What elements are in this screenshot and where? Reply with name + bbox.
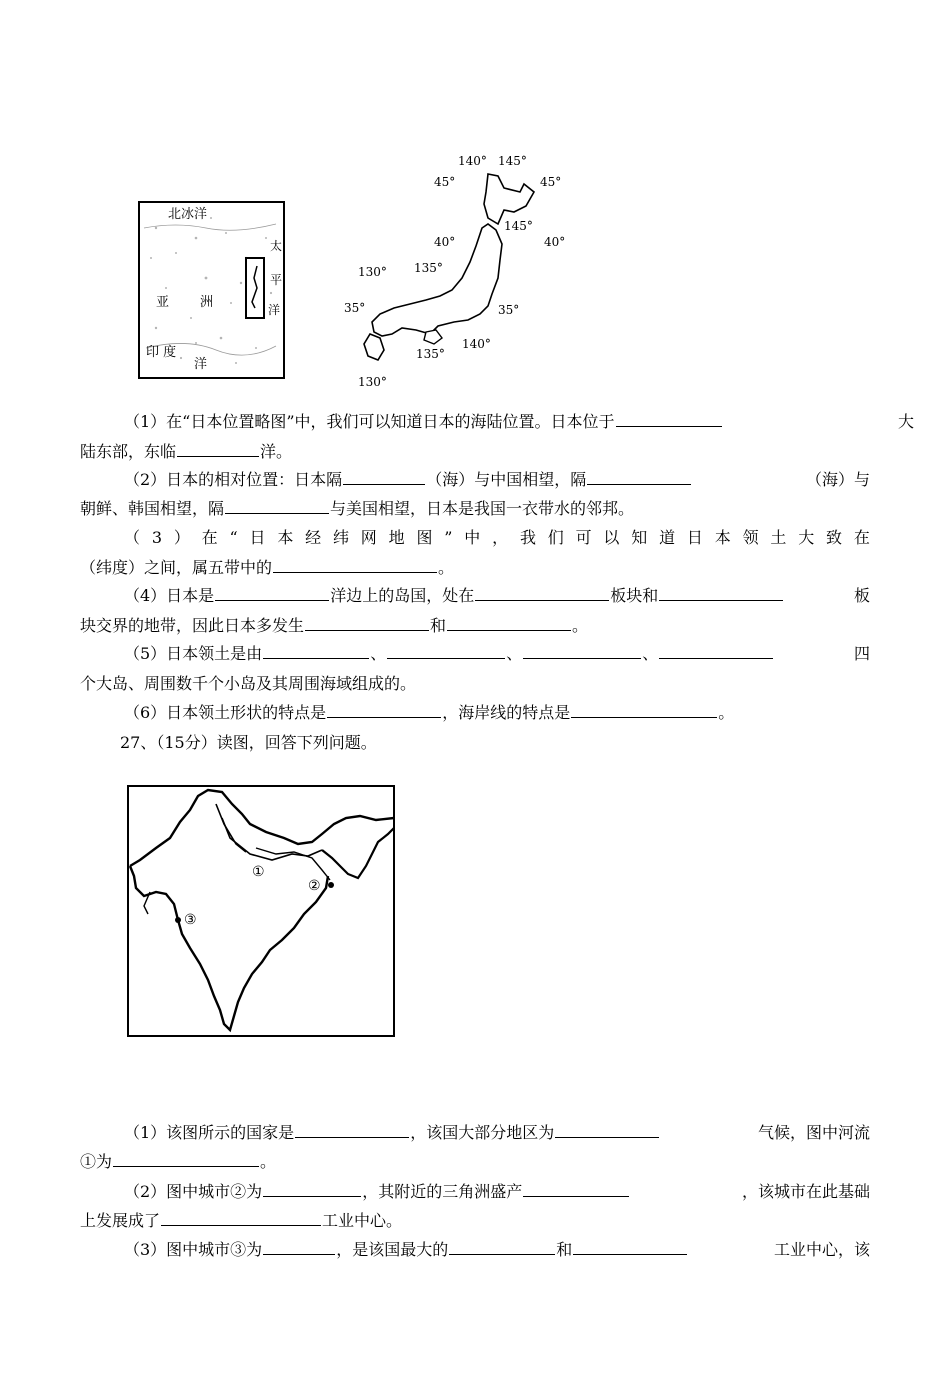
q26-part3-line1 xyxy=(80,528,870,548)
lon-label-130-mid: 130° xyxy=(358,265,387,279)
blank-q26-2a[interactable] xyxy=(343,470,425,485)
map-label-city-2: ② xyxy=(308,878,321,894)
q27-part3-line1: （3）图中城市③为 ，是该国最大的 和 工业中心，该 xyxy=(124,1240,870,1259)
blank-q26-5b[interactable] xyxy=(387,644,505,659)
q26-part3-char: 图 xyxy=(416,528,433,547)
q26-part3-char: 日 xyxy=(686,528,703,547)
japan-location-map xyxy=(136,198,288,380)
q26-part3-char: 本 xyxy=(277,528,294,547)
lon-label-135-bottom: 135° xyxy=(416,347,445,361)
q26-part3-char: 纬 xyxy=(332,528,349,547)
blank-q27-1a[interactable] xyxy=(295,1123,409,1138)
q26-part3-char: 在 xyxy=(853,528,870,547)
blank-q27-1c[interactable] xyxy=(113,1152,259,1167)
lat-label-45-left: 45° xyxy=(434,175,456,189)
q27-part2-line1: （2）图中城市②为 ，其附近的三角洲盛产 ，该城市在此基础 xyxy=(124,1182,870,1201)
blank-q27-2b[interactable] xyxy=(523,1182,629,1197)
q26-part3-line2: （纬度）之间，属五带中的 。 xyxy=(80,558,455,577)
blank-q26-4d[interactable] xyxy=(305,616,429,631)
q26-part3-char: 道 xyxy=(659,528,676,547)
q26-part3-char: 中 xyxy=(464,528,481,547)
blank-q27-2a[interactable] xyxy=(263,1182,361,1197)
q26-part3-char: “ xyxy=(229,528,238,547)
q26-part3-char: ， xyxy=(492,528,509,547)
label-indian-1: 印 度 xyxy=(146,345,177,360)
blank-q26-4c[interactable] xyxy=(659,586,783,601)
label-pacific-3: 洋 xyxy=(268,303,281,317)
blank-q27-2c[interactable] xyxy=(161,1211,321,1226)
q26-part3-char: 经 xyxy=(305,528,322,547)
q26-part5-line1: （5）日本领土是由 、 、 、 四 xyxy=(124,644,870,663)
blank-q26-3a[interactable] xyxy=(273,558,437,573)
q26-part6: （6）日本领土形状的特点是 ，海岸线的特点是 。 xyxy=(124,703,735,722)
label-north-ocean: 北冰洋 xyxy=(168,207,208,222)
q26-part4-line1: （4）日本是 洋边上的岛国，处在 板块和 板 xyxy=(124,586,870,605)
q27-part1-line2: ①为 。 xyxy=(80,1152,277,1171)
blank-q26-1a[interactable] xyxy=(616,412,722,427)
q26-part1-line2: 陆东部，东临 洋。 xyxy=(80,442,293,461)
blank-q27-1b[interactable] xyxy=(555,1123,659,1138)
lon-label-135-mid: 135° xyxy=(414,261,443,275)
lon-label-130-bottom: 130° xyxy=(358,375,387,389)
blank-q26-4b[interactable] xyxy=(475,586,609,601)
label-pacific-1: 太 xyxy=(270,239,283,253)
lat-label-35-left: 35° xyxy=(344,301,366,315)
q26-part3-char: 以 xyxy=(603,528,620,547)
lat-label-40-left: 40° xyxy=(434,235,456,249)
blank-q26-2c[interactable] xyxy=(225,499,329,514)
label-asia-2: 洲 xyxy=(200,295,214,310)
q26-part3-char: 可 xyxy=(575,528,592,547)
q26-part3-char: （ xyxy=(124,528,141,547)
q26-part4-line2: 块交界的地带，因此日本多发生 和 。 xyxy=(80,616,589,635)
q26-part3-char: 大 xyxy=(798,528,815,547)
q26-part3-char: 领 xyxy=(742,528,759,547)
q26-part3-char: ” xyxy=(444,528,453,547)
label-asia-1: 亚 xyxy=(156,295,170,310)
q26-part2-line1: （2）日本的相对位置：日本隔 （海）与中国相望，隔 （海）与 xyxy=(124,470,870,489)
q26-part3-char: 土 xyxy=(770,528,787,547)
lon-label-145-top: 145° xyxy=(498,154,527,168)
label-indian-2: 洋 xyxy=(194,357,208,372)
q27-part2-line2: 上发展成了 工业中心。 xyxy=(80,1211,403,1230)
blank-q26-4e[interactable] xyxy=(447,616,571,631)
q26-part3-char: 日 xyxy=(249,528,266,547)
lon-label-140-bottom: 140° xyxy=(462,337,491,351)
blank-q27-3a[interactable] xyxy=(263,1240,335,1255)
map-label-river-1: ① xyxy=(252,864,265,880)
q26-part3-char: 致 xyxy=(826,528,843,547)
lat-label-40-right: 40° xyxy=(544,235,566,249)
blank-q26-6b[interactable] xyxy=(571,703,717,718)
blank-q26-5c[interactable] xyxy=(523,644,641,659)
blank-q26-6a[interactable] xyxy=(327,703,441,718)
q26-part3-char: 在 xyxy=(201,528,218,547)
q26-part3-char: 本 xyxy=(714,528,731,547)
q26-part3-char: 网 xyxy=(360,528,377,547)
blank-q26-2b[interactable] xyxy=(587,470,691,485)
q26-part3-char: 们 xyxy=(547,528,564,547)
india-map xyxy=(126,784,398,1040)
label-pacific-2: 平 xyxy=(270,273,283,287)
lon-label-140-top: 140° xyxy=(458,154,487,168)
lat-label-35-right: 35° xyxy=(498,303,520,317)
blank-q26-1b[interactable] xyxy=(177,442,259,457)
blank-q27-3c[interactable] xyxy=(573,1240,687,1255)
blank-q26-4a[interactable] xyxy=(215,586,329,601)
blank-q27-3b[interactable] xyxy=(449,1240,555,1255)
q26-part3-char: 知 xyxy=(631,528,648,547)
q26-part3-char: 3 xyxy=(151,528,163,547)
q26-part3-char: ） xyxy=(173,528,190,547)
q26-part5-line2: 个大岛、周围数千个小岛及其周围海域组成的。 xyxy=(80,674,417,693)
q26-part1-line1: （1）在“日本位置略图”中，我们可以知道日本的海陆位置。日本位于 大 xyxy=(124,412,914,431)
blank-q26-5d[interactable] xyxy=(659,644,773,659)
lon-label-145-mid: 145° xyxy=(504,219,533,233)
q26-part2-line2: 朝鲜、韩国相望，隔 与美国相望，日本是我国一衣带水的邻邦。 xyxy=(80,499,635,518)
blank-q26-5a[interactable] xyxy=(263,644,369,659)
q26-part3-char: 地 xyxy=(388,528,405,547)
q27-part1-line1: （1）该图所示的国家是 ，该国大部分地区为 气候，图中河流 xyxy=(124,1123,870,1142)
map-label-city-3: ③ xyxy=(184,912,197,928)
lat-label-45-right: 45° xyxy=(540,175,562,189)
q26-part3-char: 我 xyxy=(519,528,536,547)
japan-graticule-map xyxy=(338,148,574,394)
q27-title: 27、（15分）读图，回答下列问题。 xyxy=(120,733,377,752)
